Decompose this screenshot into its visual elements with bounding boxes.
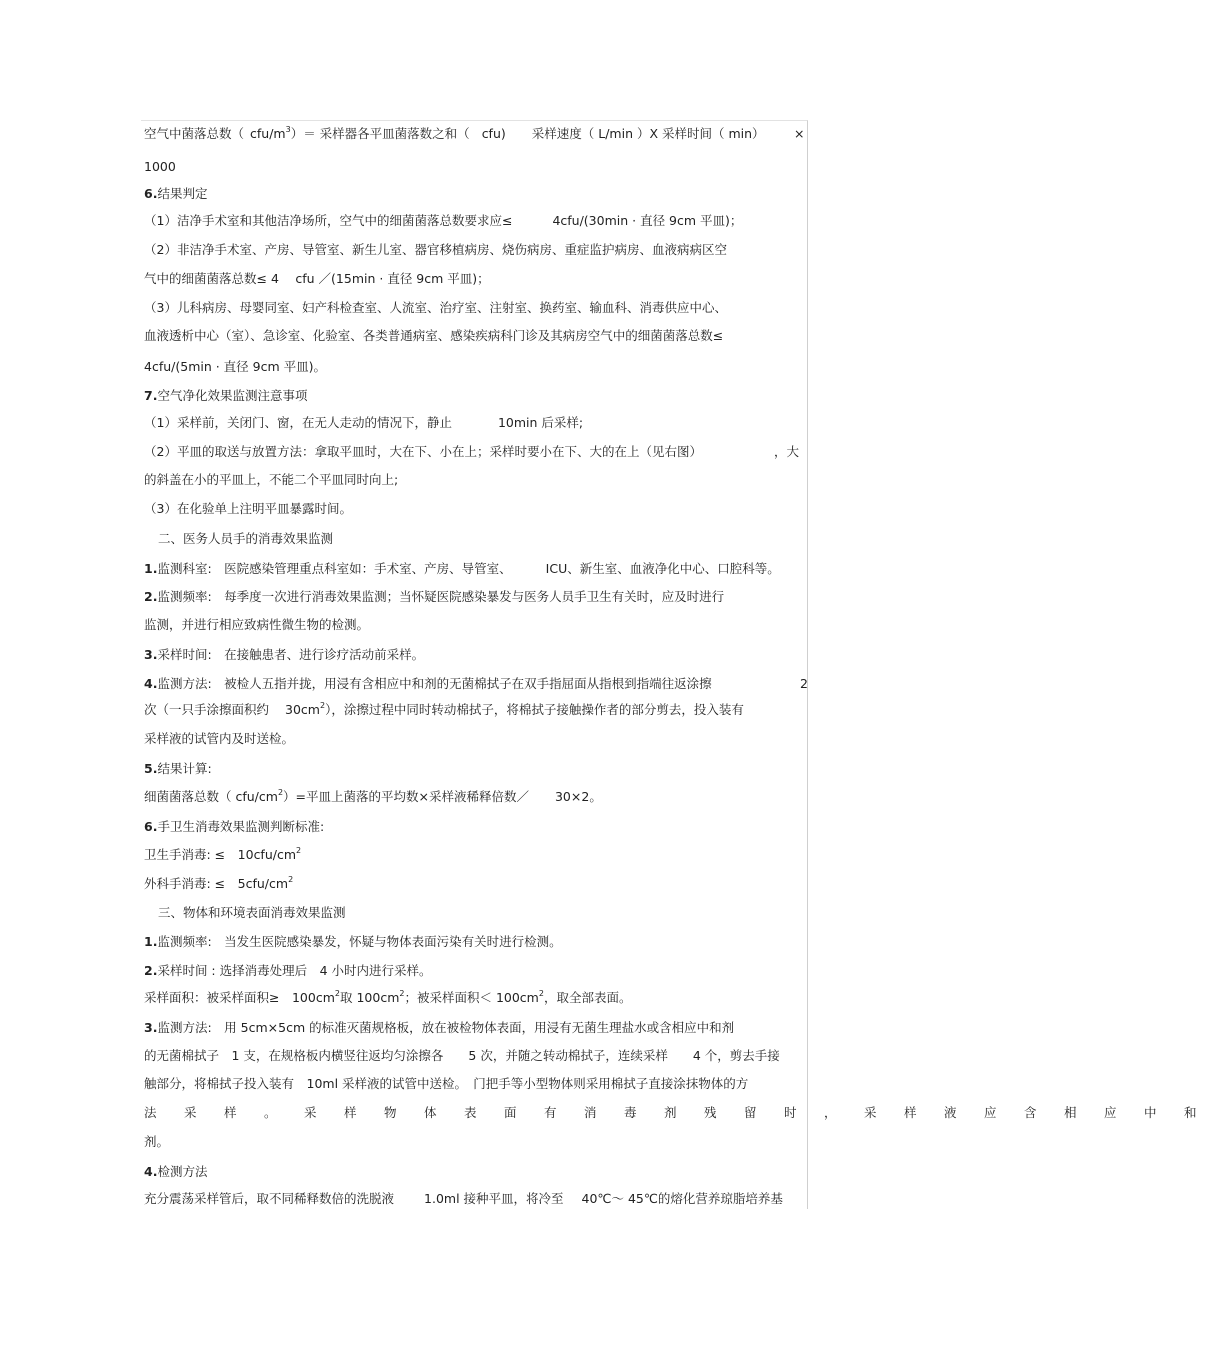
paragraph-line: （3）在化验单上注明平皿暴露时间。: [144, 501, 352, 516]
paragraph-line: 次（一只手涂擦面积约 $30cm^2$），涂擦过程中同时转动棉拭子，将棉拭子接触操作者的部分剪去，投入装有: [144, 701, 744, 717]
paragraph-line: 采样液的试管内及时送检。: [144, 731, 295, 746]
formula-divisor: 1000: [144, 159, 176, 174]
section-item: 2.监测频率: 每季度一次进行消毒效果监测；当怀疑医院感染暴发与医务人员手卫生有关时，应及时进行: [144, 589, 725, 604]
paragraph-line-justified: 法采样。采样物体表面有消毒剂残留时，采样液应含相应中和: [144, 1105, 1224, 1120]
paragraph-line: 充分震荡采样管后，取不同稀释数倍的洗脱液 1.0ml 接种平皿，将冷至 40℃～ 45℃的熔化营养琼脂培养基: [144, 1191, 783, 1206]
section-item: 4.检测方法: [144, 1164, 208, 1179]
section-item: 3.采样时间: 在接触患者、进行诊疗活动前采样。: [144, 647, 425, 662]
paragraph-line: 血液透析中心（室）、急诊室、化验室、各类普通病室、感染疾病科门诊及其病房空气中的细菌菌落总数≤: [144, 328, 724, 343]
section-item: 3.监测方法: 用 5cm×5cm 的标准灭菌规格板，放在被检物体表面，用浸有无菌生理盐水或含相应中和剂: [144, 1020, 735, 1035]
section-item: 4.监测方法: 被检人五指并拢，用浸有含相应中和剂的无菌棉拭子在双手指屈面从指根到指端往返涂擦: [144, 676, 712, 691]
paragraph-line-tail: ，大: [774, 444, 800, 459]
paragraph-line: 剂。: [144, 1134, 170, 1149]
section-heading: 6.结果判定: [144, 186, 208, 201]
section-item: 6.手卫生消毒效果监测判断标准:: [144, 819, 325, 834]
paragraph-line: 监测，并进行相应致病性微生物的检测。: [144, 617, 370, 632]
section-item: 2.采样时间 : 选择消毒处理后 4 小时内进行采样。: [144, 963, 432, 978]
paragraph-line: （1）洁净手术室和其他洁净场所，空气中的细菌菌落总数要求应≤ 4cfu/(30min · 直径 9cm 平皿)；: [144, 213, 743, 228]
paragraph-line: （3）儿科病房、母婴同室、妇产科检查室、人流室、治疗室、注射室、换药室、输血科、消毒供应中心、: [144, 300, 727, 315]
multiply-sign: ×: [794, 126, 805, 141]
paragraph-line: 的斜盖在小的平皿上，不能二个平皿同时向上;: [144, 472, 399, 487]
paragraph-line: 气中的细菌菌落总数≤ 4 cfu ／(15min · 直径 9cm 平皿)；: [144, 271, 490, 286]
paragraph-line: 触部分，将棉拭子投入装有 10ml 采样液的试管中送检。 门把手等小型物体则采用棉拭子直接涂抹物体的方: [144, 1076, 749, 1091]
chapter-heading: 三、物体和环境表面消毒效果监测: [158, 905, 346, 920]
formula-line-air: 空气中菌落总数（ cfu/$m^3)=$ 采样器各平皿菌落数之和（ cfu) 采样速度（ L/min ）X 采样时间（ min）: [144, 125, 765, 141]
chapter-heading: 二、医务人员手的消毒效果监测: [158, 531, 334, 546]
section-item: 1.监测科室: 医院感染管理重点科室如：手术室、产房、导管室、 ICU、新生室、血液净化中心、口腔科等。: [144, 561, 780, 576]
section-item: 5.结果计算:: [144, 761, 212, 776]
section-heading: 7.空气净化效果监测注意事项: [144, 388, 308, 403]
paragraph-line: （2）平皿的取送与放置方法：拿取平皿时，大在下、小在上；采样时要小在下、大的在上（见右图）: [144, 444, 702, 459]
paragraph-line-tail: 2: [800, 676, 808, 691]
section-item: 1.监测频率: 当发生医院感染暴发，怀疑与物体表面污染有关时进行检测。: [144, 934, 562, 949]
formula-line-hand: 细菌菌落总数（ cfu/$cm^2)=$平皿上菌落的平均数×采样液稀释倍数／ 30×2。: [144, 788, 602, 804]
paragraph-line: （2）非洁净手术室、产房、导管室、新生儿室、器官移植病房、烧伤病房、重症监护病房、血液病病区空: [144, 242, 727, 257]
paragraph-line: （1）采样前，关闭门、窗，在无人走动的情况下，静止 10min 后采样;: [144, 415, 584, 430]
paragraph-line: 的无菌棉拭子 1 支，在规格板内横竖往返均匀涂擦各 5 次，并随之转动棉拭子，连续采样 4 个，剪去手接: [144, 1048, 780, 1063]
paragraph-line: 采样面积：被采样面积≥ $100cm^2$取 $100cm^2$；被采样面积＜ $100cm^2$，取全部表面。: [144, 989, 632, 1005]
paragraph-line: 4cfu/(5min · 直径 9cm 平皿)。: [144, 359, 327, 374]
standard-line: 卫生手消毒: ≤ $10cfu/cm^2$: [144, 846, 302, 862]
standard-line: 外科手消毒: ≤ $5cfu/cm^2$: [144, 875, 294, 891]
